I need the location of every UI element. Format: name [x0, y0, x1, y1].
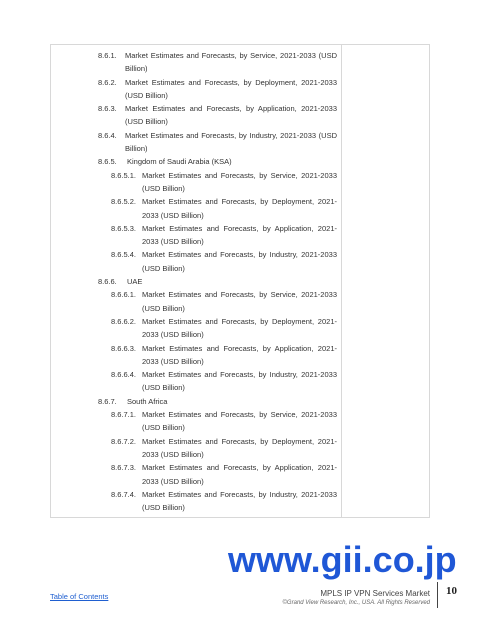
entry-text: Market Estimates and Forecasts, by Application, 2021-2033 (USD Billion) [142, 223, 337, 247]
toc-entry[interactable] [51, 222, 341, 249]
entry-number: 8.6.7. [98, 396, 117, 406]
entry-text: Market Estimates and Forecasts, by Application, 2021-2033 (USD Billion) [142, 343, 337, 366]
entry-number: 8.6.6. [98, 277, 117, 287]
toc-heading-uae[interactable] [51, 275, 341, 288]
toc-entry[interactable] [51, 461, 341, 488]
page-number: 10 [446, 585, 457, 597]
entry-text: Market Estimates and Forecasts, by Deployment, 2021-2033 (USD Billion) [142, 436, 337, 459]
entry-number: 8.6.6.2. [111, 316, 137, 326]
toc-entry[interactable] [51, 488, 341, 515]
entry-number: 8.6.4. [98, 130, 117, 140]
toc-heading-south-africa[interactable] [51, 395, 341, 408]
entry-text: Market Estimates and Forecasts, by Service, 2021-2033 (USD Billion) [142, 170, 337, 193]
copyright-notice: ©Grand View Research, Inc., USA. All Rights Reserved [282, 600, 430, 606]
entry-text: Market Estimates and Forecasts, by Deployment, 2021-2033 (USD Billion) [125, 77, 337, 100]
entry-text: Market Estimates and Forecasts, by Industry, 2021-2033 (USD Billion) [125, 130, 337, 154]
entry-number: 8.6.7.3. [111, 463, 137, 473]
report-title: MPLS IP VPN Services Market [320, 589, 430, 598]
entry-text: Market Estimates and Forecasts, by Application, 2021-2033 (USD Billion) [142, 463, 337, 486]
toc-entry[interactable] [51, 49, 341, 76]
entry-number: 8.6.5. [98, 157, 117, 167]
entry-number: 8.6.7.1. [111, 410, 137, 420]
watermark-logo: www.gii.co.jp [228, 539, 457, 580]
toc-entry[interactable] [51, 315, 341, 342]
entry-number: 8.6.6.4. [111, 370, 137, 380]
entry-text: Market Estimates and Forecasts, by Service, 2021-2033 (USD Billion) [142, 290, 337, 313]
toc-entry[interactable] [51, 342, 341, 369]
entry-number: 8.6.7.4. [111, 489, 137, 499]
entry-number: 8.6.3. [98, 104, 117, 114]
entry-text: Market Estimates and Forecasts, by Service, 2021-2033 (USD Billion) [142, 410, 337, 433]
toc-entry[interactable] [51, 76, 341, 103]
toc-table [50, 44, 430, 518]
toc-entries [51, 49, 341, 514]
entry-text: Market Estimates and Forecasts, by Industry, 2021-2033 (USD Billion) [142, 489, 337, 513]
entry-number: 8.6.5.2. [111, 197, 137, 207]
entry-number: 8.6.5.3. [111, 223, 137, 233]
entry-number: 8.6.6.1. [111, 290, 137, 300]
toc-entry[interactable] [51, 435, 341, 462]
entry-number: 8.6.5.1. [111, 170, 137, 180]
entry-text: Market Estimates and Forecasts, by Industry, 2021-2033 (USD Billion) [142, 370, 337, 393]
toc-entry[interactable] [51, 129, 341, 156]
entry-text: Market Estimates and Forecasts, by Service, 2021-2033 (USD Billion) [125, 51, 337, 74]
entry-number: 8.6.6.3. [111, 343, 137, 353]
entry-text: Market Estimates and Forecasts, by Application, 2021-2033 (USD Billion) [125, 104, 337, 127]
entry-text: UAE [127, 277, 143, 287]
table-of-contents-link[interactable]: Table of Contents [50, 592, 109, 601]
entry-number: 8.6.1. [98, 51, 117, 60]
toc-entry[interactable] [51, 248, 341, 275]
toc-heading-ksa[interactable] [51, 155, 341, 168]
entry-text: Market Estimates and Forecasts, by Deployment, 2021-2033 (USD Billion) [142, 197, 337, 220]
entry-text: Market Estimates and Forecasts, by Deployment, 2021-2033 (USD Billion) [142, 316, 337, 340]
toc-entry[interactable] [51, 195, 341, 222]
toc-entry[interactable] [51, 368, 341, 395]
entry-text: South Africa [127, 396, 168, 406]
toc-entry[interactable] [51, 169, 341, 196]
entry-number: 8.6.2. [98, 77, 117, 87]
page-number-divider [437, 582, 438, 608]
entry-number: 8.6.7.2. [111, 436, 137, 446]
toc-entry[interactable] [51, 408, 341, 435]
entry-number: 8.6.5.4. [111, 250, 137, 260]
entry-text: Kingdom of Saudi Arabia (KSA) [127, 157, 232, 167]
entry-text: Market Estimates and Forecasts, by Industry, 2021-2033 (USD Billion) [142, 250, 337, 273]
toc-entry[interactable] [51, 102, 341, 129]
column-divider [341, 45, 342, 517]
toc-entry[interactable] [51, 288, 341, 315]
